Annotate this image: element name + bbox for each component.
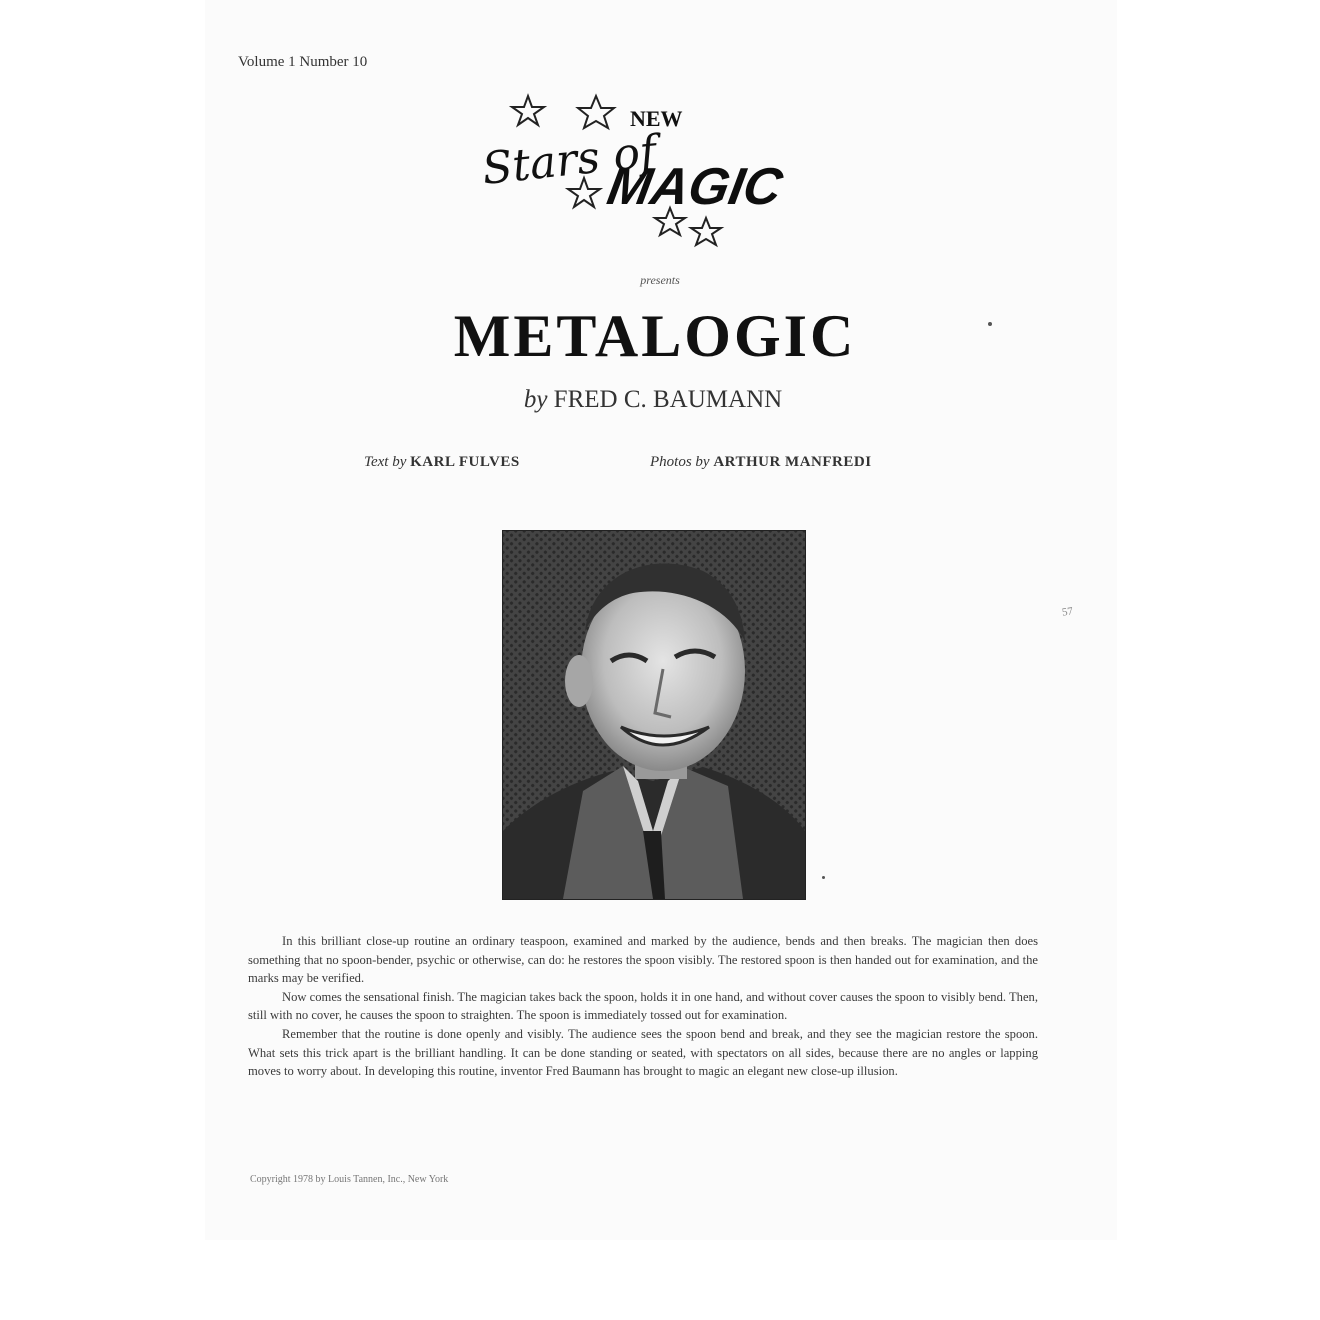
by-label: by — [523, 386, 548, 413]
text-credit — [364, 454, 520, 471]
logo-magic: MAGIC — [603, 158, 787, 216]
photo-credit-label: Photos by — [650, 454, 710, 470]
text-credit-label: Text by — [364, 454, 407, 470]
author-byline — [0, 386, 1306, 414]
author-name: FRED C. BAUMANN — [553, 386, 783, 413]
presents-label: presents — [640, 273, 680, 287]
author-portrait-photo — [502, 530, 806, 900]
body-paragraph: In this brilliant close-up routine an ordinary teaspoon, examined and marked by the audience, bends and then breaks. The magician then does something that no spoon-bender, psychic or otherwise, can do: he restores the spoon visibly. The restored spoon is then handed out for examination, and the marks may be verified. — [248, 934, 1038, 986]
copyright-notice: Copyright 1978 by Louis Tannen, Inc., New York — [250, 1174, 449, 1185]
photo-credit — [650, 454, 872, 471]
star-icon — [691, 218, 721, 245]
logo-stars-of: Stars of — [480, 125, 659, 195]
logo-new: NEW — [630, 106, 683, 131]
star-icon — [512, 96, 544, 125]
article-body — [248, 932, 1038, 1081]
new-stars-of-magic-logo — [480, 86, 840, 254]
issue-number: Volume 1 Number 10 — [238, 54, 368, 70]
star-icon — [578, 96, 614, 128]
photo-credit-name: ARTHUR MANFREDI — [713, 454, 872, 470]
ink-speck — [822, 876, 825, 879]
text-credit-name: KARL FULVES — [410, 454, 520, 470]
article-title: METALOGIC — [453, 303, 857, 369]
margin-stamp: 57 — [1061, 605, 1074, 619]
body-paragraph: Remember that the routine is done openly and visibly. The audience sees the spoon bend and break, and they see the magician restore the spoon. What sets this trick apart is the brilliant handling. It can be done standing or seated, with spectators on all sides, because there are no angles or lapping moves to worry about. In developing this routine, inventor Fred Baumann has brought to magic an elegant new close-up illusion. — [248, 1026, 1038, 1079]
ink-speck — [988, 322, 992, 326]
body-paragraph: Now comes the sensational finish. The magician takes back the spoon, holds it in one hand, and without cover causes the spoon to visibly bend. Then, still with no cover, he causes the spoon to straighten. The spoon is immediately tossed out for examination. — [248, 989, 1038, 1023]
